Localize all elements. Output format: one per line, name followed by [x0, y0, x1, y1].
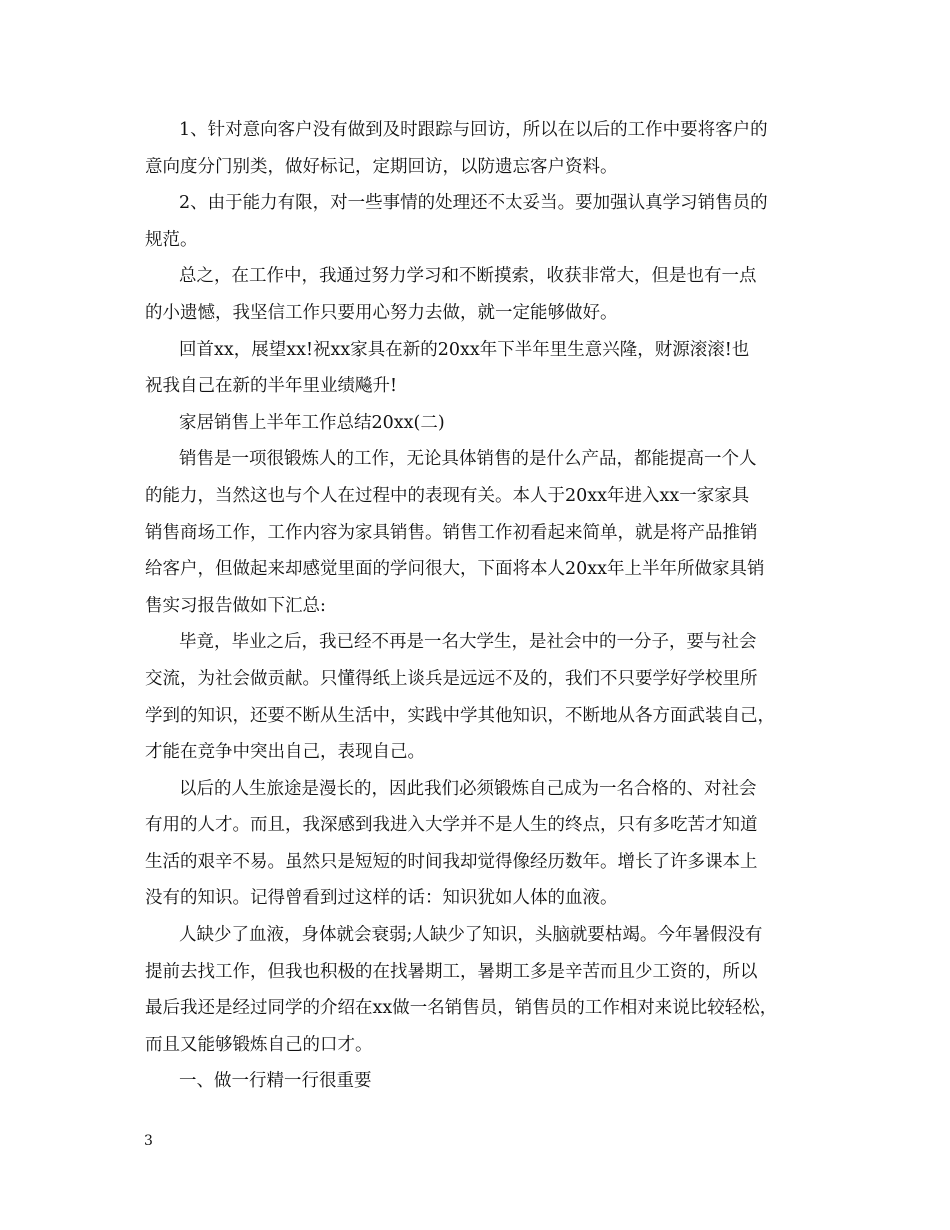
- paragraph-line: 规范。: [145, 229, 198, 250]
- paragraph-line: 1、针对意向客户没有做到及时跟踪与回访，所以在以后的工作中要将客户的: [179, 120, 768, 140]
- paragraph-1: [145, 112, 810, 185]
- paragraph-line: 以后的人生旅途是漫长的，因此我们必须锻炼自己成为一名合格的、对社会: [179, 778, 757, 799]
- paragraph-line: 回首xx，展望xx!祝xx家具在新的20xx年下半年里生意兴隆，财源滚滚!也: [179, 339, 750, 360]
- paragraph-line: 有用的人才。而且，我深感到我进入大学并不是人生的终点，只有多吃苦才知道: [145, 815, 758, 836]
- paragraph-line: 人缺少了血液，身体就会衰弱;人缺少了知识，头脑就要枯竭。今年暑假没有: [179, 925, 763, 946]
- section-heading: [145, 405, 810, 442]
- paragraph-line: 的小遗憾，我坚信工作只要用心努力去做，就一定能够做好。: [145, 302, 618, 323]
- paragraph-line: 总之，在工作中，我通过努力学习和不断摸索，收获非常大，但是也有一点: [179, 266, 757, 287]
- paragraph-9: [145, 917, 810, 1063]
- paragraph-6: [145, 441, 810, 624]
- paragraph-2: [145, 185, 810, 258]
- section-heading-text: 家居销售上半年工作总结20xx(二): [179, 412, 445, 433]
- page-number: 3: [144, 1133, 153, 1149]
- paragraph-3: [145, 258, 810, 331]
- paragraph-line: 学到的知识，还要不断从生活中，实践中学其他知识，不断地从各方面武装自己，: [145, 705, 775, 726]
- subheading: [145, 1063, 810, 1100]
- paragraph-line: 交流，为社会做贡献。只懂得纸上谈兵是远远不及的，我们不只要学好学校里所: [145, 668, 758, 689]
- paragraph-7: [145, 624, 810, 770]
- paragraph-line: 售实习报告做如下汇总:: [145, 595, 326, 616]
- paragraph-line: 没有的知识。记得曾看到过这样的话：知识犹如人体的血液。: [145, 888, 618, 909]
- paragraph-line: 提前去找工作，但我也积极的在找暑期工，暑期工多是辛苦而且少工资的，所以: [145, 961, 758, 982]
- paragraph-line: 才能在竞争中突出自己，表现自己。: [145, 742, 425, 763]
- paragraph-line: 的能力，当然这也与个人在过程中的表现有关。本人于20xx年进入xx一家家具: [145, 485, 750, 506]
- paragraph-line: 2、由于能力有限，对一些事情的处理还不太妥当。要加强认真学习销售员的: [179, 193, 768, 214]
- paragraph-line: 而且又能够锻炼自己的口才。: [145, 1034, 373, 1055]
- paragraph-line: 给客户，但做起来却感觉里面的学问很大，下面将本人20xx年上半年所做家具销: [145, 559, 765, 580]
- subheading-text: 一、做一行精一行很重要: [179, 1071, 372, 1092]
- paragraph-line: 生活的艰辛不易。虽然只是短短的时间我却觉得像经历数年。增长了许多课本上: [145, 851, 758, 872]
- paragraph-line: 毕竟，毕业之后，我已经不再是一名大学生，是社会中的一分子，要与社会: [179, 632, 757, 653]
- paragraph-8: [145, 771, 810, 917]
- document-body: [145, 112, 810, 1100]
- paragraph-line: 销售是一项很锻炼人的工作，无论具体销售的是什么产品，都能提高一个人: [179, 449, 757, 470]
- paragraph-4: [145, 332, 810, 405]
- paragraph-line: 意向度分门别类，做好标记，定期回访，以防遗忘客户资料。: [145, 156, 618, 177]
- paragraph-line: 祝我自己在新的半年里业绩飚升!: [145, 376, 398, 397]
- paragraph-line: 最后我还是经过同学的介绍在xx做一名销售员，销售员的工作相对来说比较轻松，: [145, 998, 778, 1019]
- paragraph-line: 销售商场工作，工作内容为家具销售。销售工作初看起来简单，就是将产品推销: [145, 522, 758, 543]
